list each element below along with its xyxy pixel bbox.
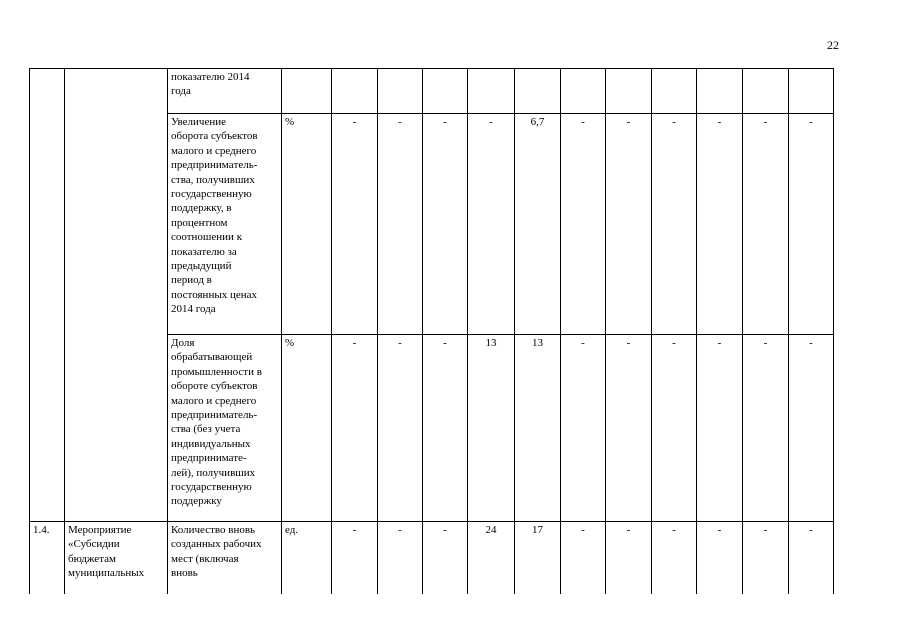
measure-cell [65,114,168,335]
row-number-cell: 1.4. [30,522,65,594]
measure-cell [65,335,168,522]
value-cell: - [378,335,423,522]
value-cell: - [697,522,743,594]
row-number-cell [30,335,65,522]
table-row [30,69,834,114]
indicator-cell: Доля обрабатывающей промышленности в обороте субъектов малого и среднего предприниматель- ства (без учета индивидуальных предпринимате- лей), получивших государственную поддержку [168,335,282,522]
value-cell: - [789,114,834,335]
indicator-cell: Количество вновь созданных рабочих мест (включая вновь [168,522,282,594]
value-cell: - [378,522,423,594]
value-cell [652,69,697,114]
row-number-cell [30,69,65,114]
value-cell [423,69,468,114]
value-cell: 24 [468,522,515,594]
value-cell: - [697,114,743,335]
value-cell: - [561,114,606,335]
value-cell [606,69,652,114]
value-cell: - [652,522,697,594]
value-cell: - [743,522,789,594]
table-row [30,335,834,522]
value-cell: - [652,114,697,335]
value-cell: - [789,335,834,522]
value-cell: - [332,335,378,522]
value-cell [561,69,606,114]
value-cell [378,69,423,114]
value-cell: 6,7 [515,114,561,335]
value-cell: - [743,114,789,335]
value-cell: - [789,522,834,594]
measure-cell [65,69,168,114]
value-cell [468,69,515,114]
value-cell [789,69,834,114]
unit-cell [282,69,332,114]
value-cell: - [606,114,652,335]
indicators-table [29,68,834,594]
value-cell: - [423,522,468,594]
value-cell: - [378,114,423,335]
value-cell: - [743,335,789,522]
value-cell: - [332,114,378,335]
row-number-cell [30,114,65,335]
value-cell: - [697,335,743,522]
value-cell [515,69,561,114]
measure-cell: Мероприятие «Субсидии бюджетам муниципальных [65,522,168,594]
value-cell: - [606,522,652,594]
value-cell: 17 [515,522,561,594]
value-cell: - [606,335,652,522]
unit-cell: % [282,335,332,522]
unit-cell: ед. [282,522,332,594]
value-cell [697,69,743,114]
value-cell: - [561,335,606,522]
value-cell [743,69,789,114]
value-cell: - [468,114,515,335]
value-cell [332,69,378,114]
unit-cell: % [282,114,332,335]
table-row [30,522,834,594]
value-cell: 13 [468,335,515,522]
value-cell: 13 [515,335,561,522]
value-cell: - [423,114,468,335]
value-cell: - [423,335,468,522]
page-number: 22 [827,38,839,52]
table-row [30,114,834,335]
value-cell: - [652,335,697,522]
value-cell: - [561,522,606,594]
indicator-cell: показателю 2014 года [168,69,282,114]
value-cell: - [332,522,378,594]
indicator-cell: Увеличение оборота субъектов малого и среднего предпринимaтель- ства, получивших государственную поддержку, в процентном соотношении к показателю за предыдущий период в постоянных ценах 2014 года [168,114,282,335]
